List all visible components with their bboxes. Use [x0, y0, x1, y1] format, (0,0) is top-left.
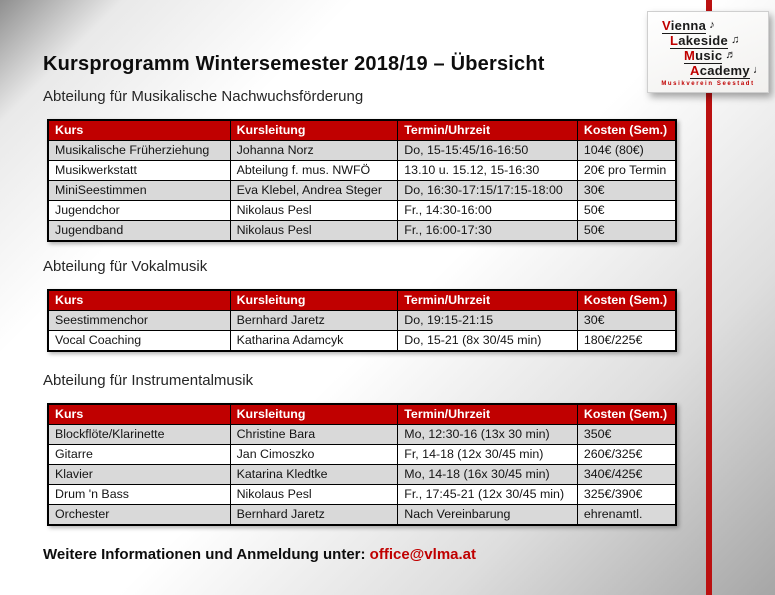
section-heading: Abteilung für Musikalische Nachwuchsförderung: [43, 88, 364, 105]
email-link[interactable]: office@vlma.at: [369, 546, 476, 563]
musician-icon: ♩: [752, 64, 764, 76]
page-title: Kursprogramm Wintersemester 2018/19 – Übersicht: [43, 53, 545, 76]
table-cell: Vocal Coaching: [48, 331, 230, 352]
table-cell: Fr., 14:30-16:00: [398, 201, 578, 221]
page-footer: [43, 546, 476, 563]
table-cell: 50€: [577, 201, 676, 221]
table-header-row: [48, 290, 676, 311]
course-table: [47, 119, 677, 242]
table-row: [48, 311, 676, 331]
piano-icon: ♬: [725, 49, 737, 61]
column-header: Termin/Uhrzeit: [398, 404, 578, 425]
column-header: Kosten (Sem.): [577, 120, 676, 141]
logo-word-rest: usic: [695, 47, 723, 63]
table-cell: Orchester: [48, 505, 230, 526]
column-header: Kursleitung: [230, 290, 398, 311]
table-cell: Johanna Norz: [230, 141, 398, 161]
table-cell: 20€ pro Termin: [577, 161, 676, 181]
table-row: [48, 445, 676, 465]
table-cell: Seestimmenchor: [48, 311, 230, 331]
table-row: [48, 505, 676, 526]
table-cell: Christine Bara: [230, 425, 398, 445]
logo-subtitle: Musikverein Seestadt: [661, 81, 755, 87]
column-header: Kursleitung: [230, 120, 398, 141]
table-cell: Mo, 14-18 (16x 30/45 min): [398, 465, 578, 485]
column-header: Kosten (Sem.): [577, 290, 676, 311]
table-cell: Nach Vereinbarung: [398, 505, 578, 526]
table-row: [48, 181, 676, 201]
logo-word-initial: M: [684, 47, 696, 63]
table-row: [48, 201, 676, 221]
table-cell: Fr., 17:45-21 (12x 30/45 min): [398, 485, 578, 505]
table-cell: Jugendchor: [48, 201, 230, 221]
section-heading: Abteilung für Vokalmusik: [43, 258, 208, 275]
table-cell: 104€ (80€): [577, 141, 676, 161]
table-cell: Do, 15-21 (8x 30/45 min): [398, 331, 578, 352]
table-cell: 13.10 u. 15.12, 15-16:30: [398, 161, 578, 181]
section-heading: Abteilung für Instrumentalmusik: [43, 372, 254, 389]
column-header: Termin/Uhrzeit: [398, 290, 578, 311]
table-cell: Bernhard Jaretz: [230, 311, 398, 331]
table-cell: 340€/425€: [577, 465, 676, 485]
table-row: [48, 425, 676, 445]
table-cell: 50€: [577, 221, 676, 242]
table-row: [48, 485, 676, 505]
table-cell: Katharina Adamcyk: [230, 331, 398, 352]
table-cell: 30€: [577, 181, 676, 201]
table-cell: Do, 15-15:45/16-16:50: [398, 141, 578, 161]
table-cell: Musikwerkstatt: [48, 161, 230, 181]
table-cell: 180€/225€: [577, 331, 676, 352]
table-cell: Mo, 12:30-16 (13x 30 min): [398, 425, 578, 445]
table-header-row: [48, 404, 676, 425]
course-section: [43, 87, 677, 242]
table-cell: Gitarre: [48, 445, 230, 465]
logo-word-rest: ienna: [670, 17, 707, 33]
table-header-row: [48, 120, 676, 141]
course-section: [43, 371, 677, 526]
table-cell: Eva Klebel, Andrea Steger: [230, 181, 398, 201]
column-header: Kosten (Sem.): [577, 404, 676, 425]
table-cell: Katarina Kledtke: [230, 465, 398, 485]
table-cell: Drum 'n Bass: [48, 485, 230, 505]
logo-word-initial: V: [662, 17, 671, 33]
column-header: Kurs: [48, 290, 230, 311]
table-cell: Nikolaus Pesl: [230, 485, 398, 505]
course-table: [47, 403, 677, 526]
conductor-icon: ♪: [709, 19, 715, 31]
table-cell: Abteilung f. mus. NWFÖ: [230, 161, 398, 181]
table-cell: Klavier: [48, 465, 230, 485]
table-cell: MiniSeestimmen: [48, 181, 230, 201]
table-row: [48, 465, 676, 485]
table-row: [48, 331, 676, 352]
table-cell: Blockflöte/Klarinette: [48, 425, 230, 445]
table-row: [48, 161, 676, 181]
column-header: Kurs: [48, 404, 230, 425]
singer-icon: ♫: [731, 34, 740, 46]
table-cell: Bernhard Jaretz: [230, 505, 398, 526]
table-row: [48, 221, 676, 242]
table-cell: Do, 16:30-17:15/17:15-18:00: [398, 181, 578, 201]
table-cell: Nikolaus Pesl: [230, 221, 398, 242]
table-cell: 350€: [577, 425, 676, 445]
column-header: Kurs: [48, 120, 230, 141]
footer-text: Weitere Informationen und Anmeldung unter:: [43, 546, 370, 563]
table-cell: 30€: [577, 311, 676, 331]
table-cell: Musikalische Früherziehung: [48, 141, 230, 161]
course-section: [43, 257, 677, 352]
logo-word-rest: akeside: [678, 32, 729, 48]
table-cell: 260€/325€: [577, 445, 676, 465]
table-cell: 325€/390€: [577, 485, 676, 505]
course-table: [47, 289, 677, 352]
column-header: Termin/Uhrzeit: [398, 120, 578, 141]
table-cell: Fr., 16:00-17:30: [398, 221, 578, 242]
table-row: [48, 141, 676, 161]
column-header: Kursleitung: [230, 404, 398, 425]
table-cell: Fr, 14-18 (12x 30/45 min): [398, 445, 578, 465]
logo-word-initial: L: [670, 32, 679, 48]
table-cell: Do, 19:15-21:15: [398, 311, 578, 331]
logo-word-rest: cademy: [699, 62, 750, 78]
table-cell: Jugendband: [48, 221, 230, 242]
table-cell: Jan Cimoszko: [230, 445, 398, 465]
logo-word-initial: A: [690, 62, 700, 78]
table-cell: Nikolaus Pesl: [230, 201, 398, 221]
table-cell: ehrenamtl.: [577, 505, 676, 526]
